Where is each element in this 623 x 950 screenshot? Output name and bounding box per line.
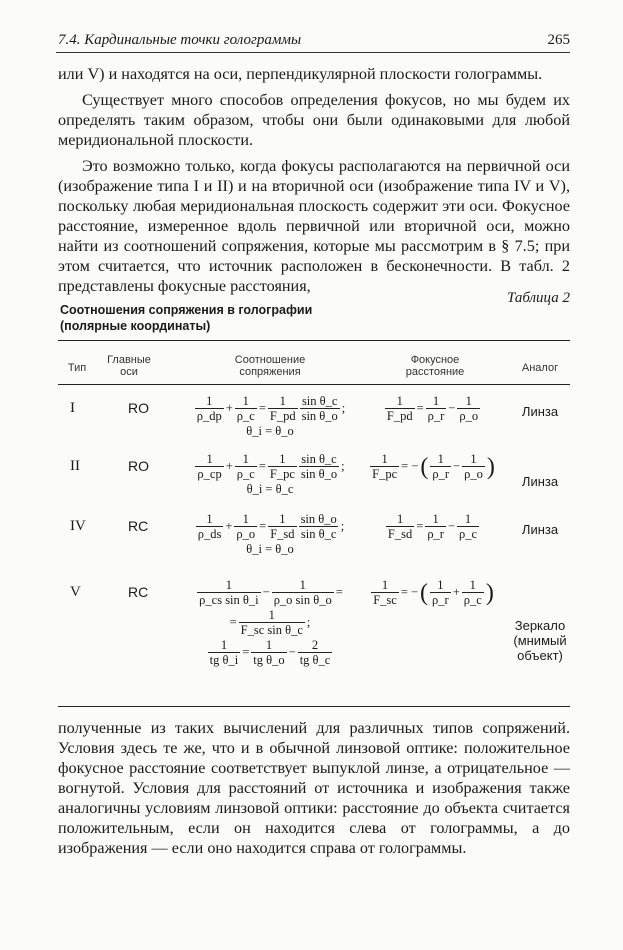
numerator: 1 bbox=[279, 512, 286, 526]
formula-line bbox=[196, 578, 344, 607]
conjugation-formula bbox=[180, 512, 360, 557]
denominator: F_sc bbox=[373, 593, 397, 607]
numerator: 1 bbox=[396, 394, 403, 408]
operator: − bbox=[453, 459, 461, 473]
operator: = − bbox=[401, 459, 419, 473]
denominator: ρ_c bbox=[459, 527, 478, 541]
denominator: ρ_c bbox=[236, 409, 255, 423]
fraction bbox=[462, 452, 485, 481]
col-header-axes: Главные оси bbox=[107, 354, 151, 378]
numerator: 1 bbox=[242, 394, 249, 408]
paragraph: полученные из таких вычислений для различных типов сопряжений. Условия здесь те же, что и в обычной линзовой оптике: положительное фокусное расстояние соответствует выпуклой линзе, а отрицательное — вогнутой. Условия для расстояний от источника и изображения также аналогичны условиям линзовой оптики: расстояние до объекта считается положительным, если он находится слева от голограммы, а до изображения — если оно находится справа от голограммы. bbox=[58, 719, 570, 857]
numerator: 1 bbox=[242, 512, 249, 526]
fraction bbox=[268, 452, 297, 481]
operator: ; bbox=[341, 401, 346, 415]
conjugation-formula bbox=[180, 578, 360, 667]
numerator: 1 bbox=[432, 394, 440, 408]
fraction bbox=[426, 394, 447, 423]
operator: = − bbox=[400, 585, 419, 599]
operator: ) bbox=[486, 453, 495, 480]
row-analog: Линза bbox=[521, 404, 559, 419]
denominator: F_sd bbox=[270, 527, 295, 541]
row-analog: Линза bbox=[521, 522, 559, 537]
row-analog: Зеркало (мнимый объект) bbox=[513, 618, 567, 663]
focal-formula bbox=[355, 394, 510, 423]
running-header bbox=[56, 30, 570, 53]
formula-line bbox=[245, 542, 295, 557]
fraction bbox=[196, 512, 224, 541]
table-bottom-rule bbox=[58, 706, 570, 707]
col-header-analog: Аналог bbox=[521, 362, 559, 374]
denominator: ρ_cs sin θ_i bbox=[199, 593, 259, 607]
row-type: IV bbox=[70, 518, 86, 534]
formula-line bbox=[194, 452, 345, 481]
col-header-focal: Фокусное расстояние bbox=[405, 354, 465, 378]
fraction bbox=[272, 578, 334, 607]
body-text-top bbox=[58, 64, 570, 296]
numerator: 1 bbox=[279, 394, 286, 408]
operator: + bbox=[452, 585, 460, 599]
denominator: sin θ_c bbox=[300, 527, 337, 541]
conjugation-formula bbox=[180, 394, 360, 439]
fraction bbox=[386, 512, 414, 541]
denominator: ρ_o sin θ_o bbox=[273, 593, 332, 607]
row-type: II bbox=[70, 458, 80, 474]
operator: + bbox=[225, 459, 233, 473]
numerator: sin θ_o bbox=[300, 512, 337, 526]
formula-line bbox=[369, 452, 496, 481]
operator: ; bbox=[306, 615, 311, 629]
operator: = bbox=[258, 401, 266, 415]
fraction bbox=[197, 578, 260, 607]
focal-formula bbox=[355, 452, 510, 481]
denominator: ρ_o bbox=[464, 467, 483, 481]
operator: = bbox=[335, 585, 343, 599]
table-title-line: Соотношения сопряжения в голографии bbox=[60, 303, 313, 317]
fraction bbox=[208, 638, 241, 667]
numerator: 1 bbox=[396, 512, 404, 526]
fraction bbox=[430, 452, 451, 481]
row-analog: Линза bbox=[521, 474, 559, 489]
numerator: 1 bbox=[299, 578, 306, 592]
denominator: F_sc sin θ_c bbox=[240, 623, 303, 637]
focal-formula bbox=[355, 578, 510, 607]
denominator: ρ_c bbox=[463, 593, 482, 607]
fraction bbox=[268, 512, 296, 541]
operator: θ_i = θ_o bbox=[246, 542, 294, 556]
fraction bbox=[385, 394, 415, 423]
formula-line bbox=[245, 424, 295, 439]
denominator: F_pc bbox=[269, 467, 295, 481]
numerator: 1 bbox=[206, 394, 213, 408]
formula-line bbox=[195, 512, 346, 541]
operator: θ_i = θ_o bbox=[246, 424, 294, 438]
operator: ) bbox=[485, 579, 494, 606]
numerator: sin θ_c bbox=[301, 452, 337, 466]
conjugation-formula bbox=[180, 452, 360, 497]
denominator: ρ_c bbox=[236, 467, 255, 481]
paragraph: Это возможно только, когда фокусы располагаются на первичной оси (изображение типа I и II) и на вторичной оси (изображение типа IV и V), поскольку любая меридиональная плоскость содержит эти оси. Фокусное расстояние, измеренное вдоль первичной или вторичной оси, можно найти из соотношений сопряжения, которые мы рассмотрим в § 7.5; при этом считается, что источник расположен в бесконечности. В табл. 2 представлены фокусные расстояния, bbox=[58, 157, 570, 295]
fraction bbox=[195, 394, 224, 423]
formula-line bbox=[229, 608, 312, 637]
operator: = bbox=[259, 519, 267, 533]
fraction bbox=[235, 452, 257, 481]
operator: = bbox=[416, 519, 424, 533]
operator: ; bbox=[341, 459, 345, 473]
table-title bbox=[60, 302, 312, 334]
table-caption: Таблица 2 bbox=[507, 290, 570, 306]
denominator: ρ_dp bbox=[196, 409, 222, 423]
body-text-bottom bbox=[58, 718, 570, 858]
fraction bbox=[299, 512, 339, 541]
numerator: 1 bbox=[464, 512, 472, 526]
table-header-rule bbox=[58, 384, 570, 385]
fraction bbox=[430, 578, 451, 607]
fraction bbox=[251, 638, 286, 667]
formula-line bbox=[246, 482, 295, 497]
fraction bbox=[239, 608, 305, 637]
fraction bbox=[298, 638, 333, 667]
denominator: ρ_r bbox=[427, 409, 445, 423]
formula-line bbox=[194, 394, 347, 423]
numerator: 1 bbox=[279, 452, 286, 466]
denominator: tg θ_c bbox=[299, 653, 331, 667]
operator: = bbox=[416, 401, 424, 415]
operator: − bbox=[447, 519, 456, 533]
operator: − bbox=[288, 645, 296, 659]
denominator: ρ_ds bbox=[197, 527, 222, 541]
operator: = bbox=[229, 615, 237, 629]
operator: = bbox=[258, 459, 266, 473]
denominator: tg θ_o bbox=[253, 653, 285, 667]
fraction bbox=[234, 512, 257, 541]
denominator: F_sd bbox=[387, 527, 413, 541]
denominator: ρ_cp bbox=[197, 467, 222, 481]
denominator: sin θ_o bbox=[300, 467, 338, 481]
operator: ; bbox=[340, 519, 345, 533]
fraction bbox=[457, 512, 479, 541]
numerator: 1 bbox=[437, 452, 444, 466]
numerator: 1 bbox=[206, 452, 213, 466]
table-top-rule bbox=[58, 340, 570, 341]
denominator: F_pd bbox=[386, 409, 413, 423]
operator: = bbox=[242, 645, 250, 659]
numerator: 1 bbox=[265, 638, 273, 652]
operator: ( bbox=[420, 579, 429, 606]
numerator: 1 bbox=[225, 578, 233, 592]
numerator: 1 bbox=[242, 452, 249, 466]
denominator: F_pd bbox=[269, 409, 296, 423]
paragraph: или V) и находятся на оси, перпендикулярной плоскости голограммы. bbox=[58, 65, 543, 83]
fraction bbox=[300, 394, 340, 423]
formula-line bbox=[384, 394, 481, 423]
fraction bbox=[370, 452, 399, 481]
page-number: 265 bbox=[547, 32, 570, 48]
denominator: sin θ_o bbox=[301, 409, 338, 423]
fraction bbox=[299, 452, 339, 481]
fraction bbox=[371, 578, 399, 607]
fraction bbox=[462, 578, 484, 607]
numerator: 1 bbox=[268, 608, 275, 622]
operator: + bbox=[225, 401, 233, 415]
fraction bbox=[268, 394, 298, 423]
col-header-type: Тип bbox=[67, 362, 87, 374]
denominator: ρ_o bbox=[459, 409, 479, 423]
formula-line bbox=[370, 578, 495, 607]
table-title-line: (полярные координаты) bbox=[60, 319, 211, 333]
fraction bbox=[425, 512, 446, 541]
row-axes: RO bbox=[128, 400, 149, 416]
row-axes: RC bbox=[128, 584, 149, 600]
fraction bbox=[457, 394, 480, 423]
numerator: 2 bbox=[311, 638, 319, 652]
focal-formula bbox=[355, 512, 510, 541]
numerator: 1 bbox=[470, 452, 477, 466]
formula-line bbox=[385, 512, 480, 541]
numerator: 1 bbox=[206, 512, 213, 526]
numerator: 1 bbox=[437, 578, 444, 592]
denominator: ρ_o bbox=[236, 527, 256, 541]
operator: + bbox=[225, 519, 233, 533]
chapter-title: 7.4. Кардинальные точки голограммы bbox=[58, 32, 302, 48]
denominator: tg θ_i bbox=[209, 653, 239, 667]
denominator: ρ_r bbox=[432, 467, 450, 481]
denominator: ρ_r bbox=[432, 593, 449, 607]
row-type: V bbox=[70, 584, 81, 600]
denominator: F_pc bbox=[372, 467, 398, 481]
denominator: ρ_r bbox=[427, 527, 444, 541]
row-axes: RC bbox=[128, 518, 149, 534]
row-type: I bbox=[70, 400, 75, 416]
numerator: 1 bbox=[465, 394, 472, 408]
numerator: 1 bbox=[381, 578, 389, 592]
formula-line bbox=[207, 638, 334, 667]
numerator: sin θ_c bbox=[301, 394, 338, 408]
row-axes: RO bbox=[128, 458, 149, 474]
numerator: 1 bbox=[220, 638, 228, 652]
operator: θ_i = θ_c bbox=[246, 482, 294, 496]
operator: ( bbox=[420, 453, 429, 480]
fraction bbox=[235, 394, 257, 423]
fraction bbox=[195, 452, 223, 481]
operator: − bbox=[262, 585, 270, 599]
numerator: 1 bbox=[469, 578, 476, 592]
operator: − bbox=[448, 401, 456, 415]
col-header-conj: Соотношение сопряжения bbox=[234, 354, 306, 378]
paragraph: Существует много способов определения фокусов, но мы будем их определять таким образом, чтобы они были одинаковыми для любой меридиональной плоскости. bbox=[58, 91, 570, 149]
numerator: 1 bbox=[432, 512, 439, 526]
numerator: 1 bbox=[381, 452, 388, 466]
